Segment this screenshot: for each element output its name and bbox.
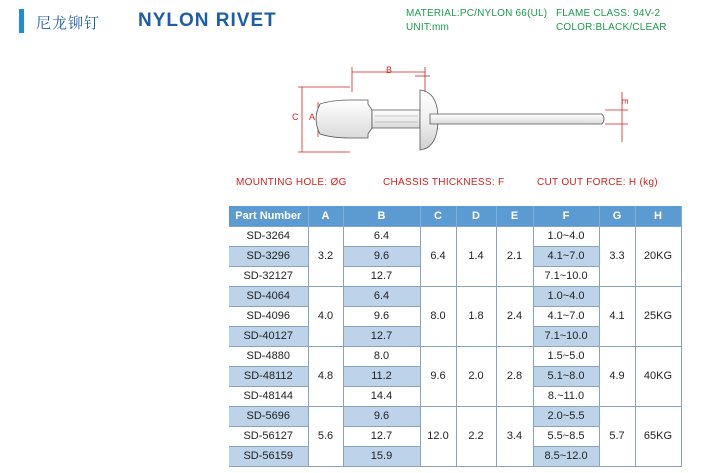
cell-b: 14.4 [343, 386, 420, 406]
header-h: H [635, 206, 681, 226]
header-f: F [533, 206, 599, 226]
cell-f: 1.0~4.0 [533, 226, 599, 246]
cell-g: 4.9 [599, 346, 635, 406]
cell-f: 7.1~10.0 [533, 326, 599, 346]
cell-d: 1.8 [456, 286, 496, 346]
cell-b: 11.2 [343, 366, 420, 386]
cell-part: SD-3296 [229, 246, 308, 266]
color-spec: COLOR:BLACK/CLEAR [556, 22, 667, 33]
material-spec: MATERIAL:PC/NYLON 66(UL) [406, 8, 548, 19]
legend-cut-out-force: CUT OUT FORCE: H (kg) [537, 177, 658, 188]
cell-g: 3.3 [599, 226, 635, 286]
cell-b: 6.4 [343, 286, 420, 306]
header-d: D [456, 206, 496, 226]
dimension-e [605, 92, 629, 142]
cell-b: 6.4 [343, 226, 420, 246]
cell-b: 9.6 [343, 306, 420, 326]
header-e: E [496, 206, 533, 226]
cell-part: SD-4096 [229, 306, 308, 326]
cell-part: SD-48144 [229, 386, 308, 406]
cell-part: SD-40127 [229, 326, 308, 346]
page-title: NYLON RIVET [138, 10, 277, 31]
cell-f: 1.5~5.0 [533, 346, 599, 366]
cell-part: SD-56127 [229, 426, 308, 446]
cell-part: SD-4880 [229, 346, 308, 366]
table-row [229, 346, 681, 366]
cell-h: 20KG [635, 226, 681, 286]
header-a: A [308, 206, 343, 226]
dim-label-e: E [620, 99, 629, 105]
cell-a: 4.0 [308, 286, 343, 346]
cell-b: 9.6 [343, 406, 420, 426]
legend-chassis-thickness: CHASSIS THICKNESS: F [383, 177, 505, 188]
cell-g: 5.7 [599, 406, 635, 466]
dim-label-b: B [386, 65, 393, 75]
cell-part: SD-32127 [229, 266, 308, 286]
cell-b: 12.7 [343, 426, 420, 446]
cell-c: 9.6 [420, 346, 456, 406]
cell-e: 2.8 [496, 346, 533, 406]
cell-a: 3.2 [308, 226, 343, 286]
flame-class-spec: FLAME CLASS: 94V-2 [556, 8, 661, 19]
cell-h: 40KG [635, 346, 681, 406]
cell-h: 65KG [635, 406, 681, 466]
cell-e: 2.4 [496, 286, 533, 346]
dim-label-a: A [309, 112, 316, 122]
dim-label-c: C [292, 112, 299, 122]
cell-d: 2.2 [456, 406, 496, 466]
cell-b: 15.9 [343, 446, 420, 466]
table-row [229, 406, 681, 426]
cell-e: 2.1 [496, 226, 533, 286]
title-accent-bar [19, 9, 24, 33]
cell-d: 1.4 [456, 226, 496, 286]
cell-f: 5.1~8.0 [533, 366, 599, 386]
cell-b: 8.0 [343, 346, 420, 366]
cell-c: 12.0 [420, 406, 456, 466]
unit-spec: UNIT:mm [406, 22, 450, 33]
cell-f: 7.1~10.0 [533, 266, 599, 286]
cell-part: SD-5696 [229, 406, 308, 426]
cell-b: 12.7 [343, 266, 420, 286]
cell-b: 12.7 [343, 326, 420, 346]
cell-part: SD-56159 [229, 446, 308, 466]
spec-table [229, 206, 682, 467]
cell-g: 4.1 [599, 286, 635, 346]
cell-part: SD-3264 [229, 226, 308, 246]
cell-c: 6.4 [420, 226, 456, 286]
header-c: C [420, 206, 456, 226]
cell-f: 1.0~4.0 [533, 286, 599, 306]
title-chinese: 尼龙铆钉 [36, 14, 101, 32]
cell-f: 4.1~7.0 [533, 306, 599, 326]
rivet-body [316, 90, 604, 150]
header-g: G [599, 206, 635, 226]
cell-part: SD-4064 [229, 286, 308, 306]
header-b: B [343, 206, 420, 226]
cell-h: 25KG [635, 286, 681, 346]
dimension-b [352, 65, 425, 92]
cell-c: 8.0 [420, 286, 456, 346]
rivet-drawing [280, 62, 640, 162]
cell-d: 2.0 [456, 346, 496, 406]
cell-e: 3.4 [496, 406, 533, 466]
cell-f: 8.5~12.0 [533, 446, 599, 466]
table-header-row [229, 206, 681, 226]
cell-f: 5.5~8.5 [533, 426, 599, 446]
cell-f: 4.1~7.0 [533, 246, 599, 266]
table-row [229, 286, 681, 306]
cell-f: 8.~11.0 [533, 386, 599, 406]
cell-b: 9.6 [343, 246, 420, 266]
cell-a: 5.6 [308, 406, 343, 466]
header-part-number: Part Number [229, 206, 308, 226]
table-row [229, 226, 681, 246]
cell-f: 2.0~5.5 [533, 406, 599, 426]
cell-a: 4.8 [308, 346, 343, 406]
cell-part: SD-48112 [229, 366, 308, 386]
legend-mounting-hole: MOUNTING HOLE: ØG [236, 177, 347, 188]
